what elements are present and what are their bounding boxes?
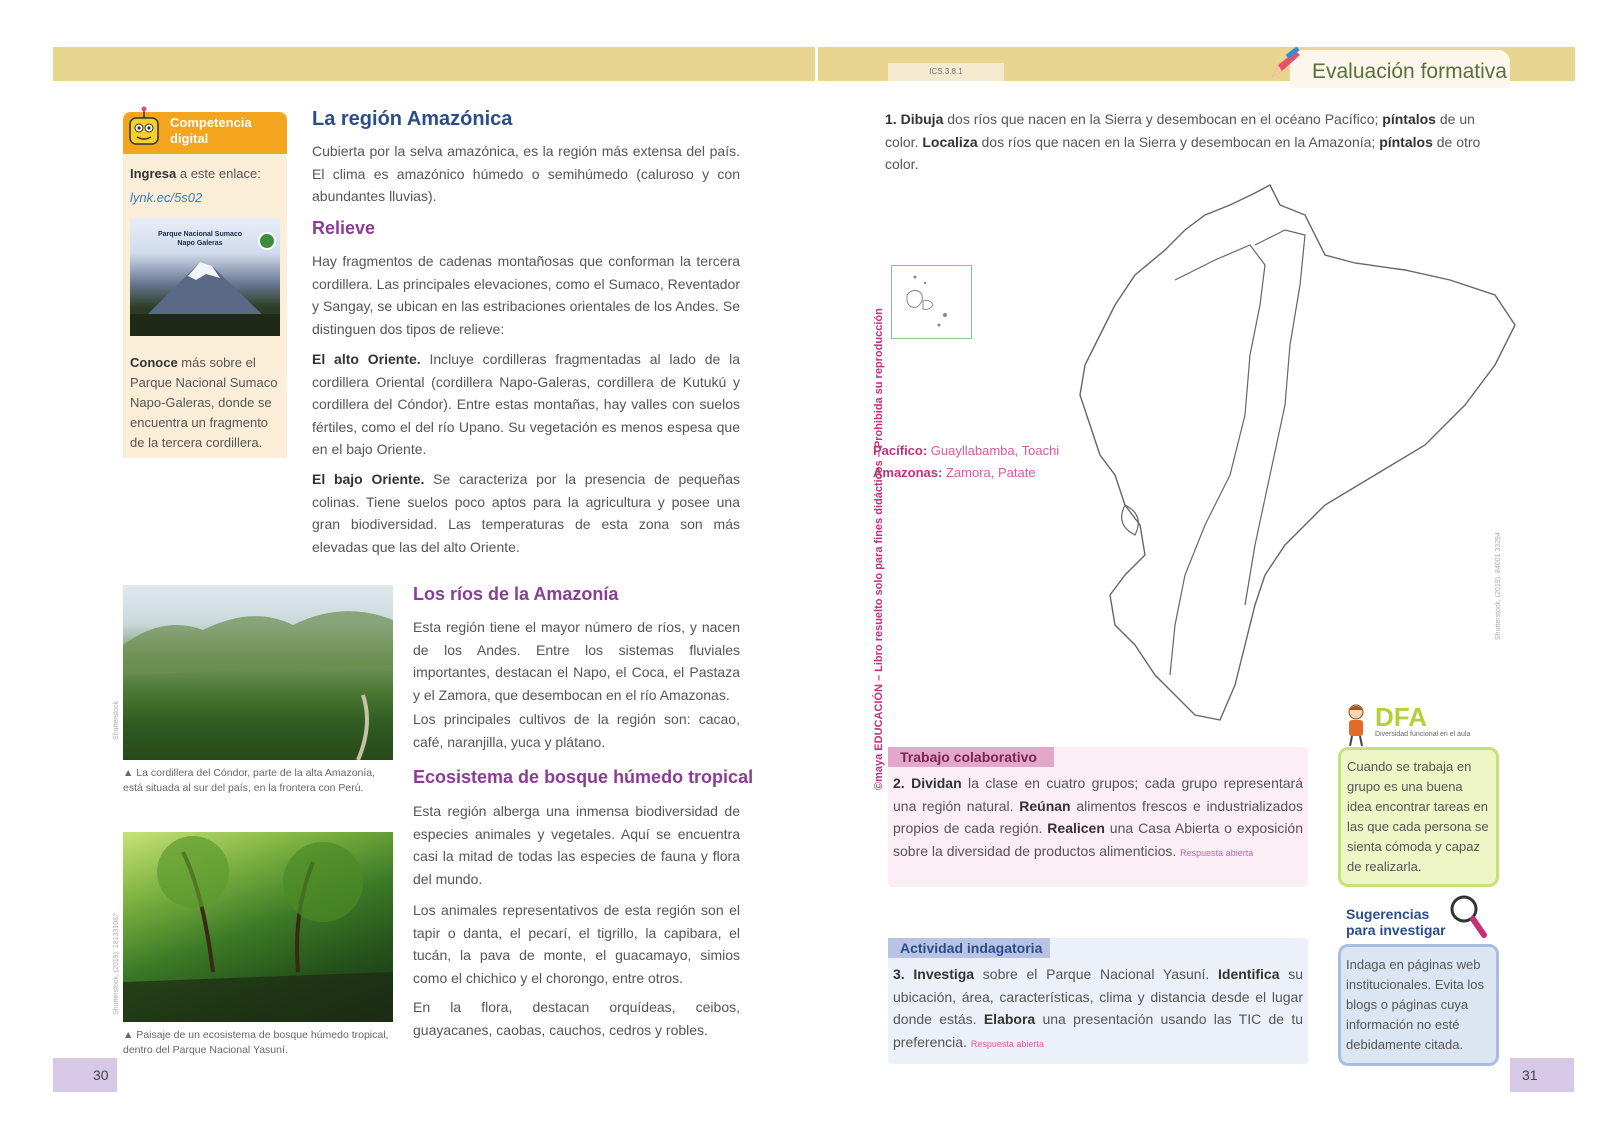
relieve-heading: Relieve — [312, 218, 376, 238]
q1-text: de un color. — [885, 111, 1475, 150]
cultivos-paragraph: Los principales cultivos de la región son: cacao, café, naranjilla, yuca y plátano. — [413, 711, 740, 750]
question-3 — [893, 963, 1303, 1055]
bajo-oriente-text: Se caracteriza por la presencia de pequeñas colinas. Tiene suelos poco aptos para la agricultura y posee una gran biodiversidad. Las temperaturas de esta zona son más elevadas que las del alto Oriente. — [312, 471, 740, 555]
dfa-subtitle: Diversidad funcional en el aula — [1375, 731, 1471, 738]
ingresa-rest: a este enlace: — [176, 166, 261, 181]
pencil-icon — [1268, 47, 1302, 81]
bajo-oriente-bold: El bajo Oriente. — [312, 471, 425, 487]
page-number-right: 31 — [1510, 1058, 1574, 1092]
park-logo-icon — [258, 232, 276, 250]
photo-credit: Shutterstock, (2019). 181331087 — [113, 913, 120, 1015]
trabajo-colaborativo-tag: Trabajo colaborativo — [888, 747, 1054, 767]
ecosistema-paragraph: Esta región alberga una inmensa biodiversidad de especies animales y vegetales. Aquí se encuentra casi la mitad de todas las especies de fauna y flora del mundo. — [413, 803, 740, 887]
q1-verb: Dibuja — [900, 111, 944, 127]
alto-oriente-paragraph — [312, 348, 740, 461]
q1-text: dos ríos que nacen en la Sierra y desembocan en la Amazonía; — [977, 133, 1380, 150]
q2-verb: Realicen — [1047, 820, 1105, 836]
galapagos-islands — [891, 265, 972, 339]
bajo-oriente-paragraph — [312, 468, 740, 558]
conoce-line: más sobre el — [177, 355, 256, 370]
sugerencias-line: Indaga en páginas web — [1346, 957, 1481, 972]
dfa-text — [1347, 757, 1495, 877]
flora-paragraph: En la flora, destacan orquídeas, ceibos, guayacanes, caobas, cauchos, cedros y robles. — [413, 999, 740, 1038]
sugerencias-line: institucionales. Evita los — [1346, 977, 1485, 992]
sugerencias-title-line: para investigar — [1346, 922, 1446, 938]
q2-text: la clase en cuatro grupos; cada grupo representará una región natural. — [893, 775, 1304, 814]
q1-verb: píntalos — [1379, 133, 1433, 150]
rios-heading: Los ríos de la Amazonía — [413, 584, 619, 604]
dfa-line: grupo es una buena — [1347, 779, 1463, 794]
conoce-bold: Conoce — [130, 355, 178, 370]
q2-verb: Dividan — [911, 775, 962, 791]
answer-value: Guayllabamba, Toachi — [927, 443, 1060, 458]
q3-text: su ubicación, área, características, clima y distancia desde el lugar donde estás. — [893, 966, 1303, 1027]
conoce-text — [130, 353, 280, 453]
dfa-line: sienta cómoda y capaz — [1347, 839, 1480, 854]
competencia-title — [170, 115, 280, 147]
top-band-left — [53, 47, 815, 81]
magnifier-icon — [1448, 893, 1488, 939]
conoce-line: encuentra un fragmento — [130, 415, 269, 430]
map-credit: Shutterstock, (2019). 84001 33294 — [1495, 532, 1502, 640]
robot-icon — [125, 106, 163, 150]
section-title: Evaluación formativa — [1312, 60, 1507, 83]
relieve-paragraph: Hay fragmentos de cadenas montañosas que conforman la tercera cordillera. Las principales elevaciones, como el Sumaco, Reventador y Sangay, se ubican en las estribaciones orientales de los Andes. Se distinguen dos tipos de relieve: — [312, 253, 740, 337]
rainforest-caption: ▲ Paisaje de un ecosistema de bosque húmedo tropical, dentro del Parque Nacional Yasuní. — [123, 1029, 389, 1056]
dfa-title: DFA — [1375, 702, 1427, 732]
sugerencias-text — [1346, 955, 1496, 1055]
actividad-indagatoria-tag: Actividad indagatoria — [888, 938, 1050, 958]
q2-text: una Casa Abierta o exposición sobre la diversidad de productos alimenticios. — [893, 820, 1303, 859]
rios-paragraph: Esta región tiene el mayor número de ríos, y nacen de los Andes. Entre los sistemas fluviales importantes, destacan el Napo, el Coca, el Pastaza y el Zamora, que desembocan en el río Amazonas. — [413, 619, 740, 703]
dfa-line: Cuando se trabaja en — [1347, 759, 1472, 774]
sugerencias-line: blogs o páginas cuya — [1346, 997, 1469, 1012]
q3-verb: Investiga — [913, 966, 975, 982]
question-number: 2. — [893, 775, 905, 791]
condor-photo-overlay — [123, 585, 393, 760]
ecosistema-heading: Ecosistema de bosque húmedo tropical — [413, 767, 754, 787]
child-icon — [1338, 702, 1374, 746]
question-number: 3. — [893, 966, 905, 982]
competencia-title-line2: digital — [170, 131, 209, 146]
q1-verb: Localiza — [922, 133, 978, 150]
answer-amazonas — [873, 462, 1036, 484]
alto-oriente-bold: El alto Oriente. — [312, 351, 421, 367]
competencia-title-line1: Competencia — [170, 115, 252, 130]
answer-pacifico — [873, 440, 1059, 462]
question-1 — [885, 108, 1505, 176]
page-number-left: 30 — [53, 1058, 117, 1092]
condor-caption: ▲ La cordillera del Cóndor, parte de la alta Amazonía, está situada al sur del país, en la frontera con Perú. — [123, 767, 376, 794]
respuesta-abierta: Respuesta abierta — [1180, 847, 1254, 858]
ingresa-bold: Ingresa — [130, 166, 177, 181]
copyright-vertical: ©maya EDUCACIÓN – Libro resuelto solo para fines didácticos – Prohibida su reproducción — [873, 308, 885, 790]
page-title: La región Amazónica — [312, 108, 513, 130]
respuesta-abierta: Respuesta abierta — [970, 1038, 1044, 1049]
ingresa-text — [130, 164, 280, 184]
q2-verb: Reúnan — [1019, 797, 1071, 814]
dfa-line: de realizarla. — [1347, 859, 1422, 874]
alto-oriente-text: Incluye cordilleras fragmentadas al lado de la cordillera Oriental (cordillera Napo-Galeras, cordillera de Kutukú y cordillera del Cóndor). Entre estas montañas, hay valles con suelos fértiles, como el del río Upano. Su vegetación es menos espesa que en el bajo Oriente. — [312, 351, 740, 457]
q3-text: sobre el Parque Nacional Yasuní. — [974, 966, 1219, 982]
dfa-line: idea encontrar tareas en — [1347, 799, 1488, 814]
curriculum-code: ICS.3.8.1 — [888, 63, 1004, 81]
dfa-line: las que cada persona se — [1347, 819, 1489, 834]
conoce-line: de la tercera cordillera. — [130, 435, 263, 450]
thumbnail-title: Parque Nacional Sumaco Napo Galeras — [157, 231, 243, 247]
answer-label: Pacífico: — [873, 443, 928, 458]
q3-text: una presentación usando las TIC de tu preferencia. — [893, 1011, 1304, 1050]
q1-text: de otro color. — [885, 133, 1481, 172]
animales-paragraph: Los animales representativos de esta región son el tapir o danta, el pecarí, el tigrillo, la capibara, el tucán, la pava de monte, el guacamayo, simios como el chichico y el chorongo, entre otros. — [413, 902, 740, 986]
q3-verb: Identifica — [1218, 966, 1280, 982]
q1-text: dos ríos que nacen en la Sierra y desembocan en el océano Pacífico; — [943, 111, 1383, 127]
ecuador-map[interactable] — [1055, 175, 1527, 730]
question-number: 1. — [885, 111, 897, 127]
conoce-line: Parque Nacional Sumaco — [130, 375, 278, 390]
answer-label: Amazonas: — [873, 465, 943, 480]
question-2 — [893, 772, 1303, 864]
photo-credit: Shutterstock — [113, 701, 120, 740]
answer-value: Zamora, Patate — [942, 465, 1036, 480]
sugerencias-title-line: Sugerencias — [1346, 906, 1430, 922]
q2-text: alimentos frescos e industrializados propios de cada región. — [893, 797, 1303, 836]
sugerencias-line: debidamente citada. — [1346, 1037, 1464, 1052]
sugerencias-line: información no esté — [1346, 1017, 1460, 1032]
competencia-link[interactable]: lynk.ec/5s02 — [130, 190, 203, 205]
intro-paragraph: Cubierta por la selva amazónica, es la región más extensa del país. El clima es amazónico húmedo o semihúmedo (caluroso y con abundantes lluvias). — [312, 143, 740, 204]
q1-verb: píntalos — [1382, 111, 1436, 127]
thumbnail-mountain — [130, 252, 280, 336]
conoce-line: Napo-Galeras, donde se — [130, 395, 272, 410]
q3-verb: Elabora — [983, 1011, 1036, 1027]
rainforest-photo-overlay — [123, 832, 393, 1022]
